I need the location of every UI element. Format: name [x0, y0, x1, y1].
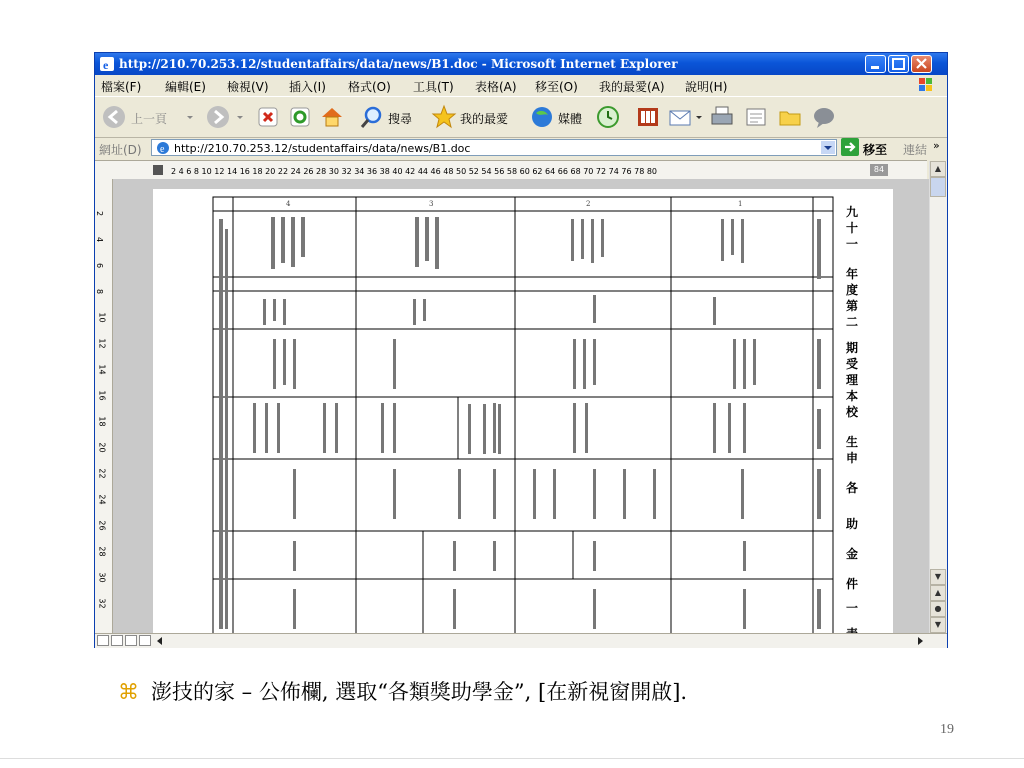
menu-item-insert[interactable]: 插入(I): [289, 80, 326, 94]
vruler-number: 18: [97, 416, 107, 427]
links-button[interactable]: 連結: [903, 143, 928, 157]
history-button[interactable]: [595, 104, 621, 130]
maximize-icon: [889, 56, 908, 72]
close-button[interactable]: [911, 55, 932, 73]
refresh-button[interactable]: [287, 104, 313, 130]
scroll-up-icon[interactable]: ▲: [930, 161, 946, 177]
col-header: 3: [429, 200, 434, 208]
command-bullet-icon: ⌘: [118, 680, 139, 704]
address-bar: [95, 137, 947, 159]
svg-text:e: e: [160, 144, 165, 155]
horizontal-ruler: [95, 160, 927, 179]
forward-dropdown-icon: [235, 104, 245, 130]
print-view-icon[interactable]: [125, 635, 137, 646]
mail-dropdown-icon: [694, 104, 704, 130]
maximize-button[interactable]: [888, 55, 909, 73]
horizontal-scrollbar[interactable]: [95, 633, 947, 648]
slide-caption: [118, 676, 687, 706]
media-icon: [529, 104, 555, 130]
address-field[interactable]: [151, 139, 837, 156]
vruler-number: 20: [97, 442, 107, 453]
refresh-icon: [287, 104, 313, 130]
menu-bar: [95, 75, 947, 95]
minimize-icon: [866, 56, 885, 72]
back-button[interactable]: [101, 104, 181, 130]
menu-item-help[interactable]: 說明(H): [685, 80, 728, 94]
title-char: 年: [846, 267, 859, 281]
svg-text:e: e: [103, 58, 109, 72]
forward-arrow-icon: [205, 104, 231, 130]
vruler-number: 30: [97, 572, 107, 583]
ruler-end-marker[interactable]: 84: [870, 164, 888, 176]
back-arrow-icon: [101, 104, 127, 130]
address-dropdown-icon[interactable]: [821, 141, 835, 154]
previous-page-icon[interactable]: ▲: [930, 585, 946, 601]
menu-item-view[interactable]: 檢視(V): [227, 80, 269, 94]
address-url: http://210.70.253.12/studentaffairs/data/news/B1.doc: [174, 142, 471, 155]
title-char: 校: [846, 405, 859, 419]
col-header: 2: [586, 200, 591, 208]
title-char: 生: [846, 435, 859, 449]
outline-view-icon[interactable]: [139, 635, 151, 646]
search-button[interactable]: [359, 104, 419, 130]
title-char: 一: [846, 237, 859, 251]
print-button[interactable]: [709, 104, 735, 130]
mail-icon: [667, 104, 693, 130]
ruler-digits: 2 4 6 8 10 12 14 16 18 20 22 24 26 28 30 32 34 36 38 40 42 44 46 48 50 52 54 56 58 60 62 64 66 68 70 72 74 76 78 80: [171, 167, 658, 176]
title-char: 期: [846, 341, 859, 355]
scanned-table: [153, 189, 893, 649]
vruler-number: 14: [97, 364, 107, 375]
title-char: 本: [846, 389, 859, 403]
title-char: 助: [846, 517, 859, 531]
search-label: 搜尋: [388, 112, 413, 126]
forward-button[interactable]: [205, 104, 245, 130]
vruler-number: 24: [97, 494, 107, 505]
title-char: 度: [846, 283, 859, 297]
vertical-scrollbar[interactable]: [929, 161, 947, 633]
document-area[interactable]: [113, 179, 929, 633]
vruler-number: 4: [95, 236, 105, 243]
chevron-right-icon[interactable]: »: [933, 139, 940, 152]
go-arrow-icon[interactable]: [841, 138, 859, 156]
folder-button[interactable]: [777, 104, 803, 130]
edit-button[interactable]: [743, 104, 769, 130]
print-icon: [709, 104, 735, 130]
title-char: 第: [846, 299, 859, 313]
window-title: http://210.70.253.12/studentaffairs/data/news/B1.doc - Microsoft Internet Explorer: [119, 57, 678, 71]
col-header: 4: [286, 200, 291, 208]
media-label: 媒體: [558, 112, 583, 126]
edit-document-icon: [743, 104, 769, 130]
windows-logo-icon: [911, 76, 941, 94]
stop-icon: [255, 104, 281, 130]
page-number: 19: [940, 722, 954, 737]
menu-item-goto[interactable]: 移至(O): [535, 80, 578, 94]
home-button[interactable]: [319, 104, 345, 130]
toolbar: [95, 96, 947, 138]
vruler-number: 6: [95, 262, 105, 269]
back-dropdown-icon[interactable]: [185, 104, 195, 130]
title-char: 十: [846, 221, 859, 235]
vruler-number: 26: [97, 520, 107, 531]
menu-item-file[interactable]: 檔案(F): [101, 80, 142, 94]
title-char: 一: [846, 601, 859, 615]
mail-button[interactable]: [667, 104, 703, 130]
back-label: 上一頁: [131, 112, 168, 126]
research-button[interactable]: [635, 104, 661, 130]
vruler-number: 8: [95, 288, 105, 295]
title-char: 件: [846, 577, 859, 591]
home-icon: [319, 104, 345, 130]
ie-window: [94, 52, 948, 648]
document-page: [153, 189, 893, 649]
page-icon: [155, 140, 171, 156]
vruler-number: 32: [97, 598, 107, 609]
research-icon: [635, 104, 661, 130]
title-char: 受: [846, 357, 859, 371]
next-page-icon[interactable]: ▼: [930, 617, 946, 633]
browse-object-icon[interactable]: ●: [930, 601, 946, 617]
ruler-indent-marker[interactable]: [153, 165, 163, 175]
col-header: 1: [738, 200, 743, 208]
normal-view-icon[interactable]: [97, 635, 109, 646]
title-char: 理: [846, 373, 859, 387]
menu-item-edit[interactable]: 編輯(E): [165, 80, 206, 94]
vertical-ruler: [95, 179, 113, 633]
title-char: 九: [846, 205, 859, 219]
favorites-button[interactable]: [431, 104, 521, 130]
vruler-number: 10: [97, 312, 107, 323]
vruler-number: 16: [97, 390, 107, 401]
ie-logo-icon: [99, 56, 115, 72]
menu-item-format[interactable]: 格式(O): [348, 80, 391, 94]
scroll-down-icon[interactable]: ▼: [930, 569, 946, 585]
messenger-icon: [811, 104, 837, 130]
scroll-left-icon[interactable]: [155, 636, 165, 646]
favorites-label: 我的最愛: [460, 112, 509, 126]
footer-divider: [0, 758, 1024, 759]
star-icon: [431, 104, 457, 130]
title-char: 金: [846, 547, 859, 561]
scroll-right-icon[interactable]: [915, 636, 925, 646]
scroll-thumb[interactable]: [930, 177, 946, 197]
vruler-number: 28: [97, 546, 107, 557]
close-icon: [912, 56, 931, 72]
web-view-icon[interactable]: [111, 635, 123, 646]
menu-item-favorites[interactable]: 我的最愛(A): [599, 80, 665, 94]
search-icon: [359, 104, 385, 130]
title-char: 二: [846, 315, 859, 329]
stop-button[interactable]: [255, 104, 281, 130]
folder-icon: [777, 104, 803, 130]
minimize-button[interactable]: [865, 55, 886, 73]
media-button[interactable]: [529, 104, 589, 130]
caption-text: 澎技的家 – 公佈欄, 選取“各類獎助學金”, [在新視窗開啟].: [151, 680, 688, 704]
address-label: 網址(D): [99, 143, 142, 157]
title-char: 申: [846, 451, 859, 465]
vruler-number: 22: [97, 468, 107, 479]
history-icon: [595, 104, 621, 130]
menu-item-tools[interactable]: 工具(T): [413, 80, 454, 94]
vruler-number: 2: [95, 210, 105, 217]
go-button[interactable]: 移至: [863, 143, 888, 157]
title-char: 各: [846, 481, 859, 495]
vruler-number: 12: [97, 338, 107, 349]
title-bar[interactable]: [95, 53, 947, 75]
menu-item-table[interactable]: 表格(A): [475, 80, 517, 94]
messenger-button[interactable]: [811, 104, 837, 130]
